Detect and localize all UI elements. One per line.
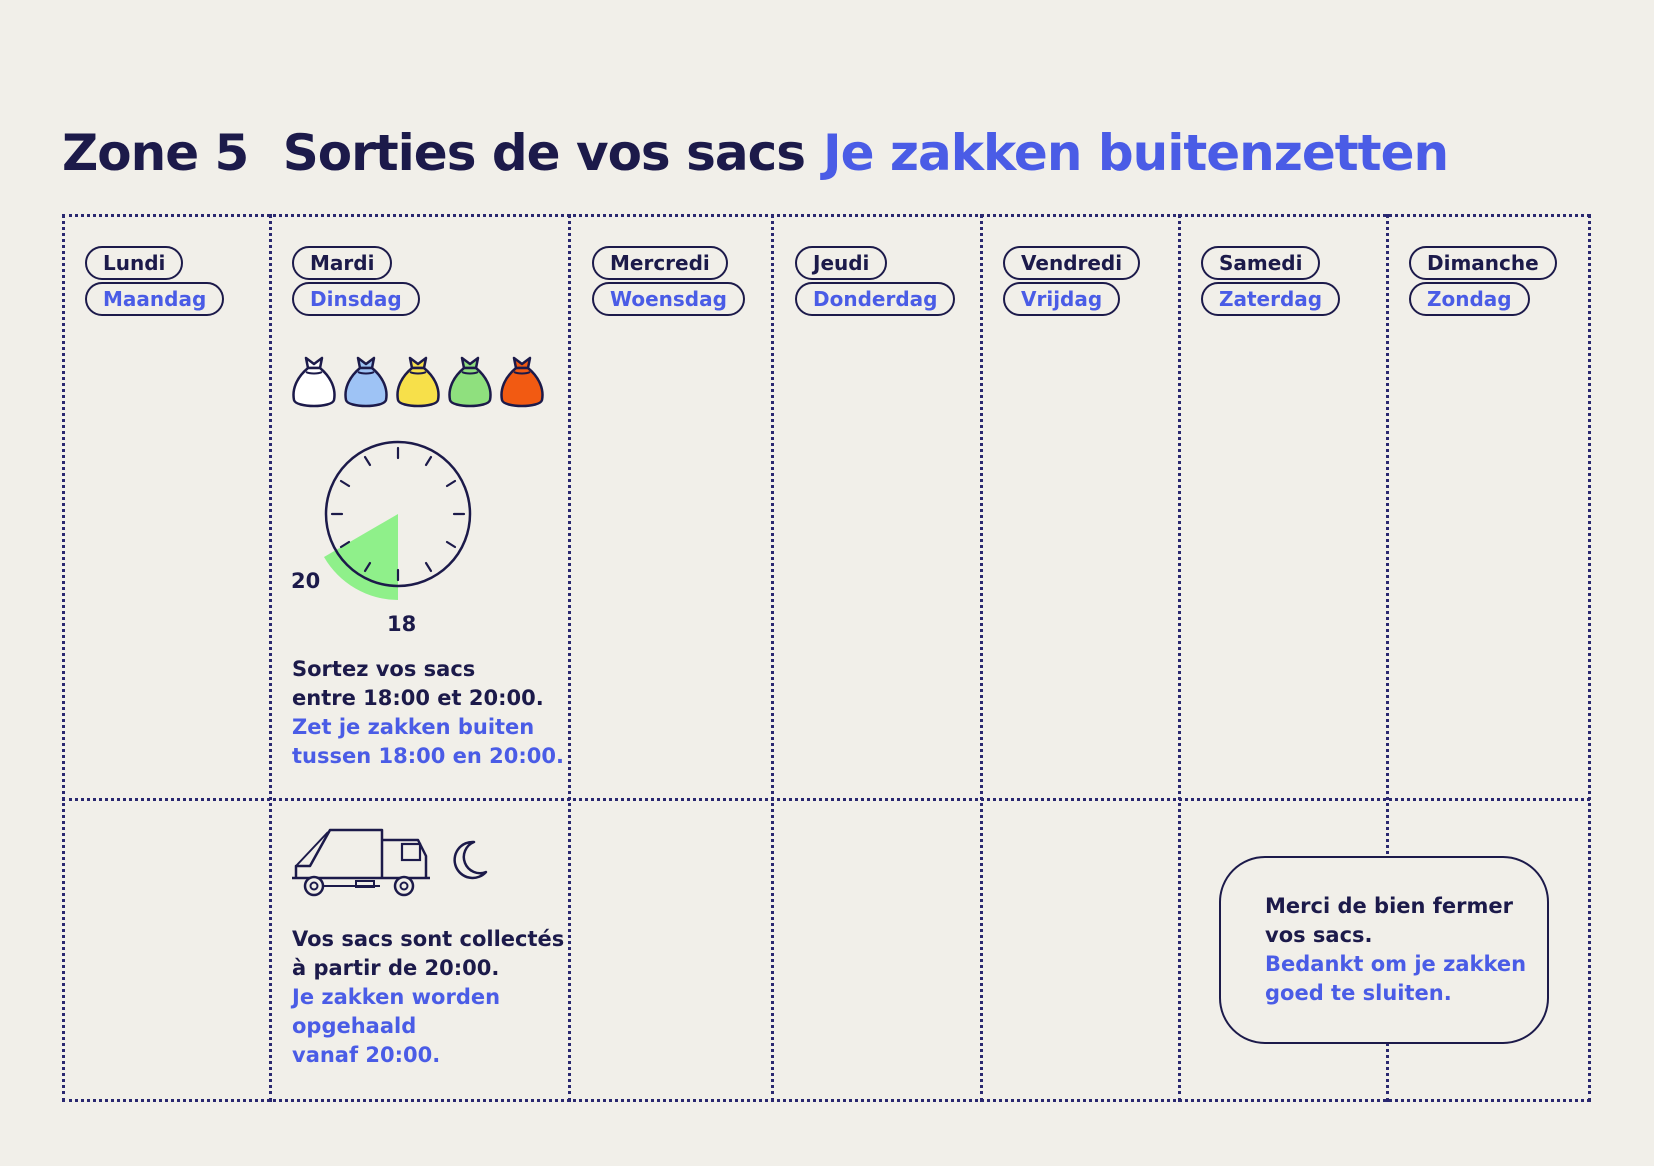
day-header-friday [1003,246,1140,316]
day-label-nl: Zondag [1409,282,1530,316]
close-bags-text [1265,892,1526,1008]
collection-nl-line: vanaf 20:00. [292,1043,441,1067]
collection-info [292,925,564,1070]
green-bag-icon [446,350,494,410]
grid-line [62,214,65,1102]
moon-icon [450,838,490,882]
bag-icons [290,350,546,410]
day-header-wednesday [592,246,745,316]
white-bag-icon [290,350,338,410]
day-label-nl: Vrijdag [1003,282,1120,316]
note-fr-line: Merci de bien fermer [1265,894,1513,918]
day-label-fr: Lundi [85,246,183,280]
grid-line [62,214,1590,217]
collection-fr-line: à partir de 20:00. [292,956,500,980]
grid-line [62,798,1590,801]
day-label-fr: Mardi [292,246,392,280]
day-label-fr: Dimanche [1409,246,1557,280]
orange-bag-icon [498,350,546,410]
grid-line [771,214,774,1102]
page-title [62,124,1466,182]
grid-line [568,214,571,1102]
day-label-nl: Zaterdag [1201,282,1340,316]
day-label-fr: Samedi [1201,246,1320,280]
day-label-nl: Dinsdag [292,282,420,316]
collection-nl-line: Je zakken worden [292,985,501,1009]
clock-icon [318,438,488,608]
collection-nl-line: opgehaald [292,1014,417,1038]
yellow-bag-icon [394,350,442,410]
day-header-tuesday [292,246,420,316]
grid-line [980,214,983,1102]
grid-line [1178,214,1181,1102]
title-fr: Sorties de vos sacs [282,124,805,182]
day-label-fr: Jeudi [795,246,887,280]
day-header-saturday [1201,246,1340,316]
grid-line [269,214,272,1102]
garbage-truck-icon [292,826,442,898]
clock-label-end: 18 [387,612,417,636]
grid-line [1588,214,1591,1102]
day-label-nl: Donderdag [795,282,955,316]
note-nl-line: Bedankt om je zakken [1265,952,1527,976]
day-label-fr: Mercredi [592,246,728,280]
putout-nl-line: Zet je zakken buiten [292,715,535,739]
grid-line [62,1099,1590,1102]
day-header-thursday [795,246,955,316]
putout-nl-line: tussen 18:00 en 20:00. [292,744,564,768]
putout-fr-line: entre 18:00 et 20:00. [292,686,544,710]
title-nl: Je zakken buitenzetten [823,124,1449,182]
putout-fr-line: Sortez vos sacs [292,657,476,681]
day-label-fr: Vendredi [1003,246,1140,280]
day-label-nl: Maandag [85,282,224,316]
note-fr-line: vos sacs. [1265,923,1373,947]
time-window-highlight [324,514,398,600]
day-header-monday [85,246,224,316]
day-header-sunday [1409,246,1557,316]
clock-label-start: 20 [291,569,321,593]
putout-instructions [292,655,564,771]
day-label-nl: Woensdag [592,282,745,316]
blue-bag-icon [342,350,390,410]
note-nl-line: goed te sluiten. [1265,981,1452,1005]
collection-fr-line: Vos sacs sont collectés [292,927,565,951]
zone-label: Zone 5 [62,124,249,182]
